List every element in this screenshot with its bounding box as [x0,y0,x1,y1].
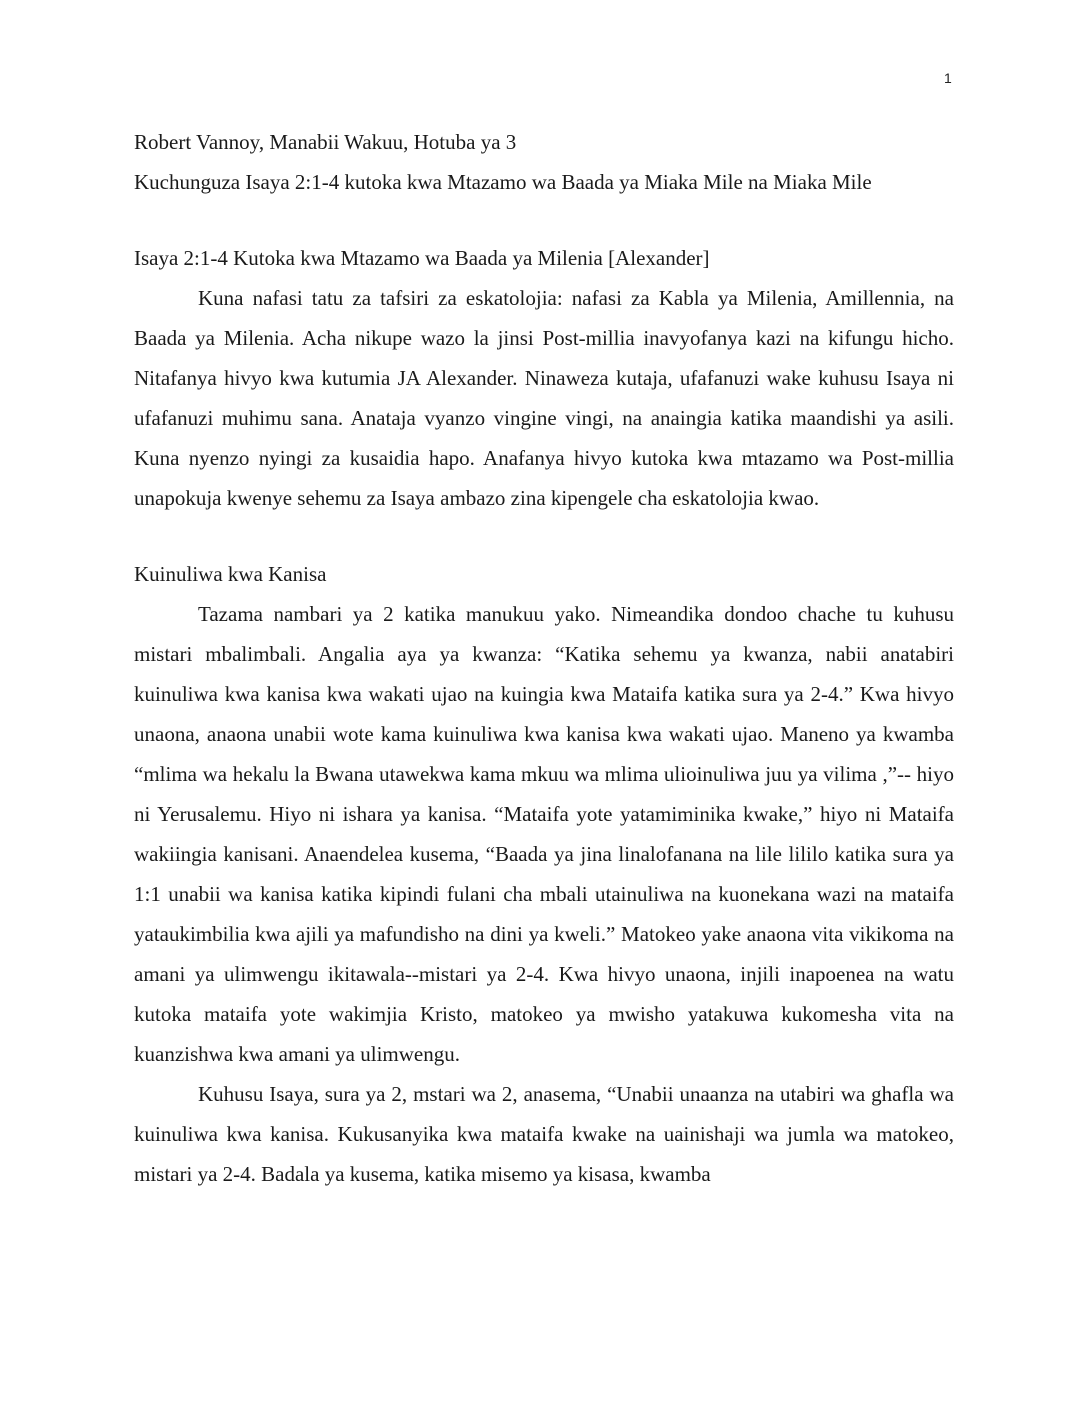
page-number: 1 [944,70,952,86]
paragraph-eschatology-positions: Kuna nafasi tatu za tafsiri za eskatolojia: nafasi za Kabla ya Milenia, Amillennia, na Baada ya Milenia. Acha nikupe wazo la jinsi Post-millia inavyofanya kazi na kifungu hicho. Nitafanya hivyo kwa kutumia JA Alexander. Ninaweza kutaja, ufafanuzi wake kuhusu Isaya ni ufafanuzi muhimu sana. Anataja vyanzo vingine vingi, na anaingia katika maandishi ya asili. Kuna nyenzo nyingi za kusaidia hapo. Anafanya hivyo kutoka kwa mtazamo wa Post-millia unapokuja kwenye sehemu za Isaya ambazo zina kipengele cha eskatolojia kwao. [134,286,954,510]
paragraph-isaiah-2-2: Kuhusu Isaya, sura ya 2, mstari wa 2, anasema, “Unabii unaanza na utabiri wa ghafla wa kuinuliwa kwa kanisa. Kukusanyika kwa mataifa kwake na uainishaji wa jumla wa matokeo, mistari ya 2-4. Badala ya kusema, katika misemo ya kisasa, kwamba [134,1082,954,1186]
header-author-line: Robert Vannoy, Manabii Wakuu, Hotuba ya 3 [134,130,517,154]
header-title-line: Kuchunguza Isaya 2:1-4 kutoka kwa Mtazamo wa Baada ya Miaka Mile na Miaka Mile [134,170,872,194]
spacer [134,202,954,238]
section-heading-postmillennial: Isaya 2:1-4 Kutoka kwa Mtazamo wa Baada ya Milenia [Alexander] [134,246,710,270]
document-body [134,122,954,1194]
spacer [134,518,954,554]
section-heading-church-exaltation: Kuinuliwa kwa Kanisa [134,562,327,586]
paragraph-handout-quotes: Tazama nambari ya 2 katika manukuu yako. Nimeandika dondoo chache tu kuhusu mistari mbalimbali. Angalia aya ya kwanza: “Katika sehemu ya kwanza, nabii anatabiri kuinuliwa kwa kanisa kwa wakati ujao na kuingia kwa Mataifa katika sura ya 2-4.” Kwa hivyo unaona, anaona unabii wote kama kuinuliwa kwa kanisa kwa wakati ujao. Maneno ya kwamba “mlima wa hekalu la Bwana utawekwa kama mkuu wa mlima ulioinuliwa juu ya vilima ,”-- hiyo ni Yerusalemu. Hiyo ni ishara ya kanisa. “Mataifa yote yatamiminika kwake,” hiyo ni Mataifa wakiingia kanisani. Anaendelea kusema, “Baada ya jina linalofanana na lile lililo katika sura ya 1:1 unabii wa kanisa katika kipindi fulani cha mbali utainuliwa na kuonekana wazi na mataifa yataukimbilia kwa ajili ya mafundisho na dini ya kweli.” Matokeo yake anaona vita vikikoma na amani ya ulimwengu ikitawala--mistari ya 2-4. Kwa hivyo unaona, injili inapoenea na watu kutoka mataifa yote wakimjia Kristo, matokeo ya mwisho yatakuwa kukomesha vita na kuanzishwa kwa amani ya ulimwengu. [134,602,954,1066]
